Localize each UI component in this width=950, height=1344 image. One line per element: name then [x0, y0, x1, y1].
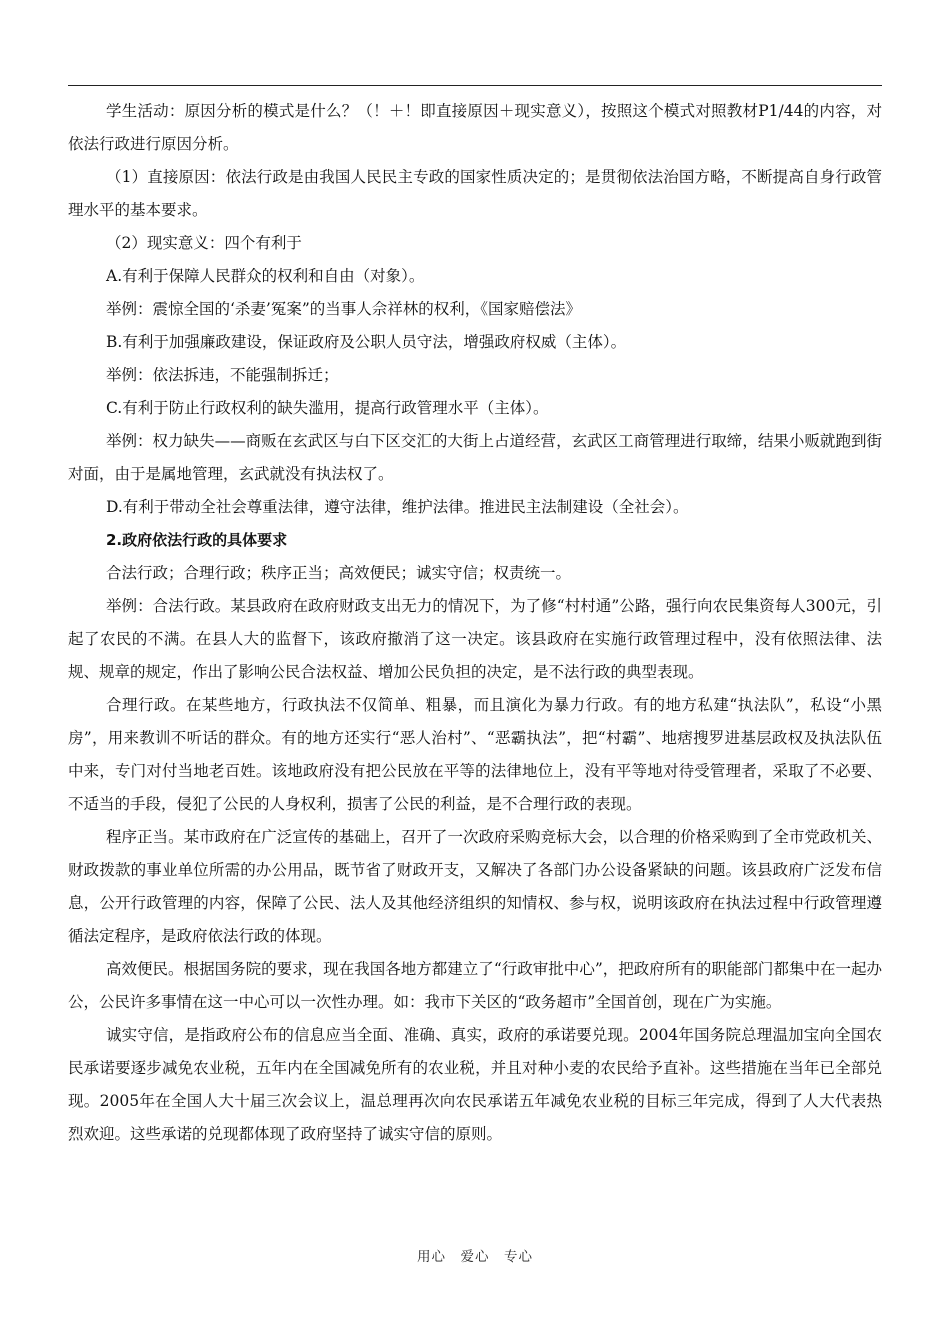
- paragraph-due-process: 程序正当。某市政府在广泛宣传的基础上，召开了一次政府采购竞标大会，以合理的价格采购到了全市党政机关、财政拨款的事业单位所需的办公用品，既节省了财政开支，又解决了各部门办公设备紧缺的问题。该县政府广泛发布信息，公开行政管理的内容，保障了公民、法人及其他经济组织的知情权、参与权，说明该政府在执法过程中行政管理遵循法定程序，是政府依法行政的体现。: [68, 828, 882, 945]
- paragraph-direct-cause: （1）直接原因：依法行政是由我国人民民主专政的国家性质决定的；是贯彻依法治国方略，不断提高自身行政管理水平的基本要求。: [68, 168, 882, 219]
- header-rule: [68, 85, 882, 86]
- paragraph-efficient-convenient: 高效便民。根据国务院的要求，现在我国各地方都建立了“行政审批中心”，把政府所有的职能部门都集中在一起办公，公民许多事情在这一中心可以一次性办理。如：我市下关区的“政务超市”全国首创，现在广为实施。: [68, 960, 882, 1011]
- paragraph-student-activity: 学生活动：原因分析的模式是什么？（！＋！即直接原因＋现实意义），按照这个模式对照教材P1/44的内容，对依法行政进行原因分析。: [68, 102, 882, 153]
- paragraph-point-c: C.有利于防止行政权利的缺失滥用，提高行政管理水平（主体）。: [106, 399, 549, 417]
- page-footer: 用心 爱心 专心: [417, 1249, 533, 1265]
- paragraph-example-c: 举例：权力缺失——商贩在玄武区与白下区交汇的大街上占道经营，玄武区工商管理进行取缔，结果小贩就跑到街对面，由于是属地管理，玄武就没有执法权了。: [68, 432, 882, 483]
- paragraph-point-d: D.有利于带动全社会尊重法律，遵守法律，维护法律。推进民主法制建设（全社会）。: [106, 498, 689, 516]
- paragraph-reasonable-administration: 合理行政。在某些地方，行政执法不仅简单、粗暴，而且演化为暴力行政。有的地方私建“执法队”，私设“小黑房”，用来教训不听话的群众。有的地方还实行“恶人治村”、“恶霸执法”，把“村霸”、地痞搜罗进基层政权及执法队伍中来，专门对付当地老百姓。该地政府没有把公民放在平等的法律地位上，没有平等地对待受管理者，采取了不必要、不适当的手段，侵犯了公民的人身权利，损害了公民的利益，是不合理行政的表现。: [68, 696, 882, 813]
- paragraph-example-b: 举例：依法拆违，不能强制拆迁；: [106, 366, 339, 384]
- paragraph-requirements: 合法行政；合理行政；秩序正当；高效便民；诚实守信；权责统一。: [106, 564, 572, 582]
- paragraph-point-b: B.有利于加强廉政建设，保证政府及公职人员守法，增强政府权威（主体）。: [106, 333, 627, 351]
- section-heading: 2.政府依法行政的具体要求: [106, 531, 288, 549]
- document-body: [68, 95, 882, 1151]
- paragraph-point-a: A.有利于保障人民群众的权利和自由（对象）。: [106, 267, 425, 285]
- paragraph-lawful-administration: 举例：合法行政。某县政府在政府财政支出无力的情况下，为了修“村村通”公路，强行向农民集资每人300元，引起了农民的不满。在县人大的监督下，该政府撤消了这一决定。该县政府在实施行政管理过程中，没有依照法律、法规、规章的规定，作出了影响公民合法权益、增加公民负担的决定，是不法行政的典型表现。: [68, 597, 882, 681]
- paragraph-practical-significance: （2）现实意义：四个有利于: [106, 234, 302, 252]
- paragraph-example-a: 举例：震惊全国的‘杀妻’冤案”的当事人佘祥林的权利，《国家赔偿法》: [106, 300, 582, 318]
- paragraph-honesty: 诚实守信，是指政府公布的信息应当全面、准确、真实，政府的承诺要兑现。2004年国务院总理温加宝向全国农民承诺要逐步减免农业税，五年内在全国减免所有的农业税，并且对种小麦的农民给予直补。这些措施在当年已全部兑现。2005年在全国人大十届三次会议上，温总理再次向农民承诺五年减免农业税的目标三年完成，得到了人大代表热烈欢迎。这些承诺的兑现都体现了政府坚持了诚实守信的原则。: [68, 1026, 882, 1143]
